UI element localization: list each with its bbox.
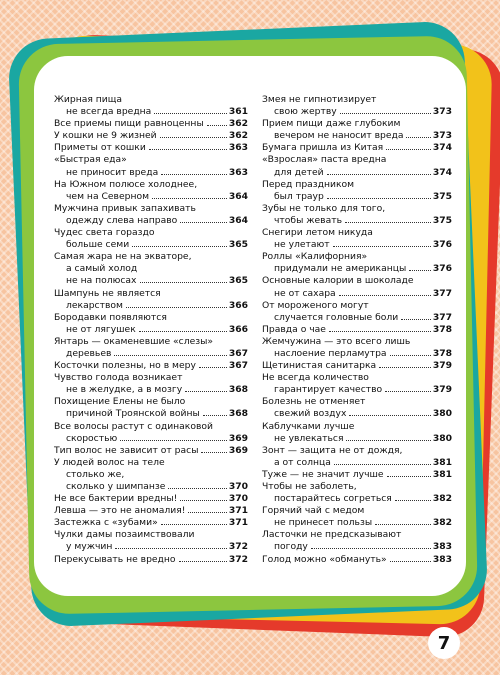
dot-leader: [152, 198, 227, 199]
dot-leader: [199, 367, 227, 368]
dot-leader: [340, 113, 431, 114]
dot-leader: [160, 137, 227, 138]
toc-entry-title-line: Чулки дамы позаимствовали: [54, 529, 195, 541]
dot-leader: [201, 452, 226, 453]
toc-entry-title-line: Прием пищи даже глубоким: [262, 118, 401, 130]
toc-entry-title-line: Тип волос не зависит от расы: [54, 444, 199, 456]
toc-entry[interactable]: [262, 142, 452, 154]
dot-leader: [120, 440, 227, 441]
toc-entry-title-line: Ласточки не предсказывают: [262, 529, 402, 541]
toc-entry-title-line: Зонт — защита не от дождя,: [262, 444, 403, 456]
toc-entry[interactable]: [262, 227, 452, 251]
dot-leader: [126, 307, 227, 308]
dot-leader: [180, 222, 227, 223]
toc-entry-title-line: Перекусывать не вредно: [54, 553, 176, 565]
toc-entry-title-line: Зубы не только для того,: [262, 202, 386, 214]
toc-entry-page-number: 374: [432, 142, 452, 154]
toc-entry[interactable]: [54, 517, 248, 529]
toc-entry[interactable]: [262, 481, 452, 505]
toc-entry-page-number: 381: [432, 468, 452, 480]
toc-entry-page-number: 363: [228, 142, 248, 154]
toc-entry[interactable]: [54, 372, 248, 396]
toc-entry-title-line: свою жертву: [274, 106, 337, 118]
toc-entry-title-line: «Взрослая» паста вредна: [262, 154, 387, 166]
dot-leader: [409, 270, 431, 271]
toc-entry-title-line: Щетинистая санитарка: [262, 360, 377, 372]
toc-entry-page-number: 370: [228, 481, 248, 492]
dot-leader: [161, 174, 227, 175]
toc-entry[interactable]: [54, 312, 248, 336]
toc-entry-title-line: Перед праздником: [262, 178, 355, 190]
dot-leader: [345, 222, 431, 223]
toc-entry[interactable]: [262, 396, 452, 420]
toc-entry[interactable]: [54, 336, 248, 360]
toc-entry[interactable]: [54, 421, 248, 445]
toc-entry-title-line: а самый холод: [66, 263, 138, 275]
toc-entry[interactable]: [54, 251, 248, 287]
toc-entry-title-line: Правда о чае: [262, 323, 326, 335]
toc-entry-title-line: одежду слева направо: [66, 214, 178, 226]
toc-entry-title-line: Мужчина привык запахивать: [54, 202, 196, 214]
toc-entry-title-line: у мужчин: [66, 541, 113, 553]
toc-entry-title-line: Каблучками лучше: [262, 420, 355, 432]
toc-entry-page-number: 383: [432, 553, 452, 565]
dot-leader: [140, 282, 227, 283]
toc-entry[interactable]: [54, 130, 248, 142]
toc-entry[interactable]: [262, 300, 452, 324]
toc-entry-title-line: погоду: [274, 541, 308, 553]
toc-entry-title-line: Змея не гипнотизирует: [262, 94, 377, 105]
toc-entry[interactable]: [262, 324, 452, 336]
dot-leader: [387, 476, 431, 477]
toc-entry-page-number: 376: [432, 263, 452, 275]
toc-entry-title-line: для детей: [274, 166, 324, 178]
toc-entry[interactable]: [262, 360, 452, 372]
toc-entry-page-number: 373: [432, 106, 452, 118]
dot-leader: [180, 500, 227, 501]
toc-entry-title-line: Самая жара не на экваторе,: [54, 251, 192, 263]
toc-entry-page-number: 371: [228, 505, 248, 517]
toc-entry-title-line: скоростью: [66, 432, 118, 444]
toc-entry-page-number: 381: [432, 456, 452, 468]
toc-entry-page-number: 370: [228, 493, 248, 505]
toc-entry-title-line: Роллы «Калифорния»: [262, 251, 368, 263]
toc-entry[interactable]: [262, 94, 452, 118]
toc-entry-title-line: Приметы от кошки: [54, 142, 146, 154]
toc-entry-title-line: не от сахара: [274, 287, 336, 299]
dot-leader: [386, 149, 431, 150]
toc-entry-page-number: 373: [432, 130, 452, 142]
toc-entry-title-line: был траур: [274, 190, 324, 202]
toc-entry[interactable]: [54, 203, 248, 227]
dot-leader: [329, 331, 431, 332]
toc-entry-page-number: 374: [432, 166, 452, 178]
toc-entry-page-number: 365: [228, 275, 248, 287]
toc-entry-page-number: 372: [228, 553, 248, 565]
toc-entry-title-line: наслоение перламутра: [274, 347, 387, 359]
toc-entry-title-line: Чувство голода возникает: [54, 372, 183, 384]
toc-entry-title-line: «Быстрая еда»: [54, 154, 127, 166]
toc-entry-page-number: 372: [228, 541, 248, 553]
toc-entry-page-number: 368: [228, 384, 248, 396]
toc-entry[interactable]: [262, 336, 452, 360]
toc-entry-page-number: 379: [432, 384, 452, 396]
toc-entry-title-line: Основные калории в шоколаде: [262, 275, 414, 287]
dot-leader: [395, 500, 431, 501]
dot-leader: [207, 125, 227, 126]
toc-entry-title-line: не улетают: [274, 239, 330, 251]
toc-entry-page-number: 365: [228, 239, 248, 251]
toc-entry-title-line: чем на Северном: [66, 190, 150, 202]
toc-entry-title-line: сколько у шимпанзе: [66, 481, 166, 492]
toc-entry-page-number: 366: [228, 323, 248, 335]
toc-entry-title-line: не принесет пользы: [274, 517, 373, 529]
toc-entry-title-line: придумали не американцы: [274, 263, 407, 275]
dot-leader: [339, 295, 431, 296]
dot-leader: [346, 440, 430, 441]
toc-entry-title-line: Жемчужина — это всего лишь: [262, 335, 411, 347]
toc-entry-title-line: Чтобы не заболеть,: [262, 481, 357, 492]
dot-leader: [390, 561, 431, 562]
toc-entry[interactable]: [262, 179, 452, 203]
toc-entry[interactable]: [54, 142, 248, 154]
toc-entry[interactable]: [54, 505, 248, 517]
toc-entry[interactable]: [262, 154, 452, 178]
toc-entry-page-number: 369: [228, 432, 248, 444]
toc-entry-title-line: свежий воздух: [274, 408, 347, 420]
dot-leader: [168, 488, 226, 489]
dot-leader: [149, 149, 227, 150]
toc-entry[interactable]: [54, 94, 248, 118]
toc-entry-title-line: не в желудке, а в мозгу: [66, 384, 183, 396]
toc-entry-title-line: лекарством: [66, 299, 123, 311]
dot-leader: [179, 561, 227, 562]
toc-entry-page-number: 363: [228, 166, 248, 178]
dot-leader: [161, 524, 227, 525]
toc-entry[interactable]: [262, 505, 452, 529]
toc-entry-page-number: 378: [432, 347, 452, 359]
toc-entry-title-line: Не всегда количество: [262, 372, 369, 384]
dot-leader: [327, 174, 431, 175]
dot-leader: [188, 512, 226, 513]
dot-leader: [203, 415, 227, 416]
dot-leader: [311, 548, 431, 549]
toc-entry[interactable]: [262, 445, 452, 469]
dot-leader: [406, 137, 430, 138]
toc-entry-title-line: не от лягушек: [66, 323, 136, 335]
toc-entry[interactable]: [54, 554, 248, 566]
toc-entry[interactable]: [54, 445, 248, 457]
toc-entry-title-line: чтобы жевать: [274, 214, 342, 226]
dot-leader: [114, 355, 226, 356]
toc-entry-page-number: 380: [432, 432, 452, 444]
toc-entry-title-line: Шампунь не является: [54, 287, 161, 299]
toc-entry-title-line: столько же,: [66, 468, 125, 480]
toc-entry-title-line: Все приемы пищи равноценны: [54, 118, 204, 130]
dot-leader: [375, 524, 431, 525]
toc-entry-title-line: Чудес света гораздо: [54, 227, 155, 239]
toc-entry-page-number: 383: [432, 541, 452, 553]
dot-leader: [333, 246, 431, 247]
toc-right-column: [262, 94, 452, 566]
toc-entry-page-number: 375: [432, 214, 452, 226]
toc-entry-page-number: 382: [432, 493, 452, 505]
toc-entry[interactable]: [54, 360, 248, 372]
toc-entry-title-line: Янтарь — окаменевшие «слезы»: [54, 335, 214, 347]
toc-entry-title-line: От мороженого могут: [262, 299, 369, 311]
toc-entry-title-line: больше семи: [66, 239, 130, 251]
toc-entry-page-number: 371: [228, 517, 248, 529]
toc-entry-page-number: 377: [432, 311, 452, 323]
toc-entry-title-line: не увлекаться: [274, 432, 344, 444]
toc-entry[interactable]: [262, 554, 452, 566]
toc-entry-page-number: 379: [432, 360, 452, 372]
toc-entry-title-line: Застежка с «зубами»: [54, 517, 158, 529]
toc-entry-page-number: 376: [432, 239, 452, 251]
toc-entry-title-line: Тужe — не значит лучше: [262, 468, 384, 480]
toc-entry[interactable]: [262, 275, 452, 299]
toc-entry-page-number: 377: [432, 287, 452, 299]
toc-entry-title-line: гарантирует качество: [274, 384, 383, 396]
toc-entry[interactable]: [54, 118, 248, 130]
toc-entry-page-number: 362: [228, 130, 248, 142]
dot-leader: [132, 246, 227, 247]
dot-leader: [401, 319, 431, 320]
toc-entry[interactable]: [54, 227, 248, 251]
toc-entry-page-number: 380: [432, 408, 452, 420]
toc-entry-title-line: вечером не наносит вреда: [274, 130, 404, 142]
toc-entry-title-line: На Южном полюсе холоднее,: [54, 178, 198, 190]
toc-entry[interactable]: [262, 203, 452, 227]
toc-entry-title-line: Все волосы растут с одинаковой: [54, 420, 213, 432]
toc-entry[interactable]: [262, 372, 452, 396]
toc-entry-page-number: 367: [228, 347, 248, 359]
table-of-contents-card: [34, 56, 466, 596]
dot-leader: [154, 113, 226, 114]
toc-entry-title-line: деревьев: [66, 347, 112, 359]
dot-leader: [379, 367, 431, 368]
toc-entry-title-line: Жирная пища: [54, 94, 123, 105]
toc-entry-title-line: Левша — это не аномалия!: [54, 505, 186, 517]
toc-entry[interactable]: [54, 529, 248, 553]
toc-entry-title-line: Снегири летом никуда: [262, 227, 373, 239]
toc-entry-page-number: 361: [228, 106, 248, 118]
dot-leader: [185, 391, 227, 392]
toc-entry-page-number: 378: [432, 323, 452, 335]
toc-entry-title-line: Не все бактерии вредны!: [54, 493, 178, 505]
toc-entry-title-line: Болезнь не отменяет: [262, 396, 366, 408]
dot-leader: [115, 548, 226, 549]
toc-entry-page-number: 375: [432, 190, 452, 202]
toc-entry-title-line: Косточки полезны, но в меру: [54, 360, 196, 372]
toc-entry[interactable]: [54, 179, 248, 203]
dot-leader: [349, 415, 430, 416]
toc-entry[interactable]: [54, 154, 248, 178]
toc-entry-title-line: причиной Троянской войны: [66, 408, 200, 420]
dot-leader: [327, 198, 431, 199]
toc-entry[interactable]: [262, 118, 452, 142]
toc-entry-title-line: Похищение Елены не было: [54, 396, 186, 408]
toc-entry-title-line: не на полюсах: [66, 275, 137, 287]
dot-leader: [390, 355, 431, 356]
toc-entry-title-line: не приносит вреда: [66, 166, 159, 178]
toc-entry-title-line: случается головные боли: [274, 311, 399, 323]
toc-entry[interactable]: [54, 493, 248, 505]
toc-entry-page-number: 367: [228, 360, 248, 372]
toc-entry-page-number: 362: [228, 118, 248, 130]
toc-entry-title-line: Горячий чай с медом: [262, 505, 365, 517]
dot-leader: [334, 464, 431, 465]
toc-entry-title-line: а от солнца: [274, 456, 331, 468]
toc-entry-page-number: 382: [432, 517, 452, 529]
dot-leader: [139, 331, 227, 332]
toc-entry-title-line: Голод можно «обмануть»: [262, 553, 387, 565]
toc-entry-title-line: Бумага пришла из Китая: [262, 142, 384, 154]
toc-entry-title-line: У кошки не 9 жизней: [54, 130, 157, 142]
toc-entry-page-number: 366: [228, 299, 248, 311]
toc-entry[interactable]: [262, 529, 452, 553]
toc-entry-page-number: 369: [228, 444, 248, 456]
toc-left-column: [54, 94, 248, 566]
toc-entry[interactable]: [54, 457, 248, 493]
toc-entry-title-line: У людей волос на теле: [54, 456, 165, 468]
toc-entry[interactable]: [54, 288, 248, 312]
toc-entry-page-number: 364: [228, 190, 248, 202]
toc-entry-title-line: Бородавки появляются: [54, 311, 167, 323]
toc-entry-title-line: постарайтесь согреться: [274, 493, 392, 505]
toc-entry-title-line: не всегда вредна: [66, 106, 152, 118]
toc-entry[interactable]: [54, 396, 248, 420]
dot-leader: [385, 391, 431, 392]
toc-entry[interactable]: [262, 421, 452, 445]
toc-entry-page-number: 368: [228, 408, 248, 420]
page-number: 7: [428, 627, 460, 659]
toc-entry[interactable]: [262, 251, 452, 275]
toc-entry-page-number: 364: [228, 214, 248, 226]
toc-entry[interactable]: [262, 469, 452, 481]
